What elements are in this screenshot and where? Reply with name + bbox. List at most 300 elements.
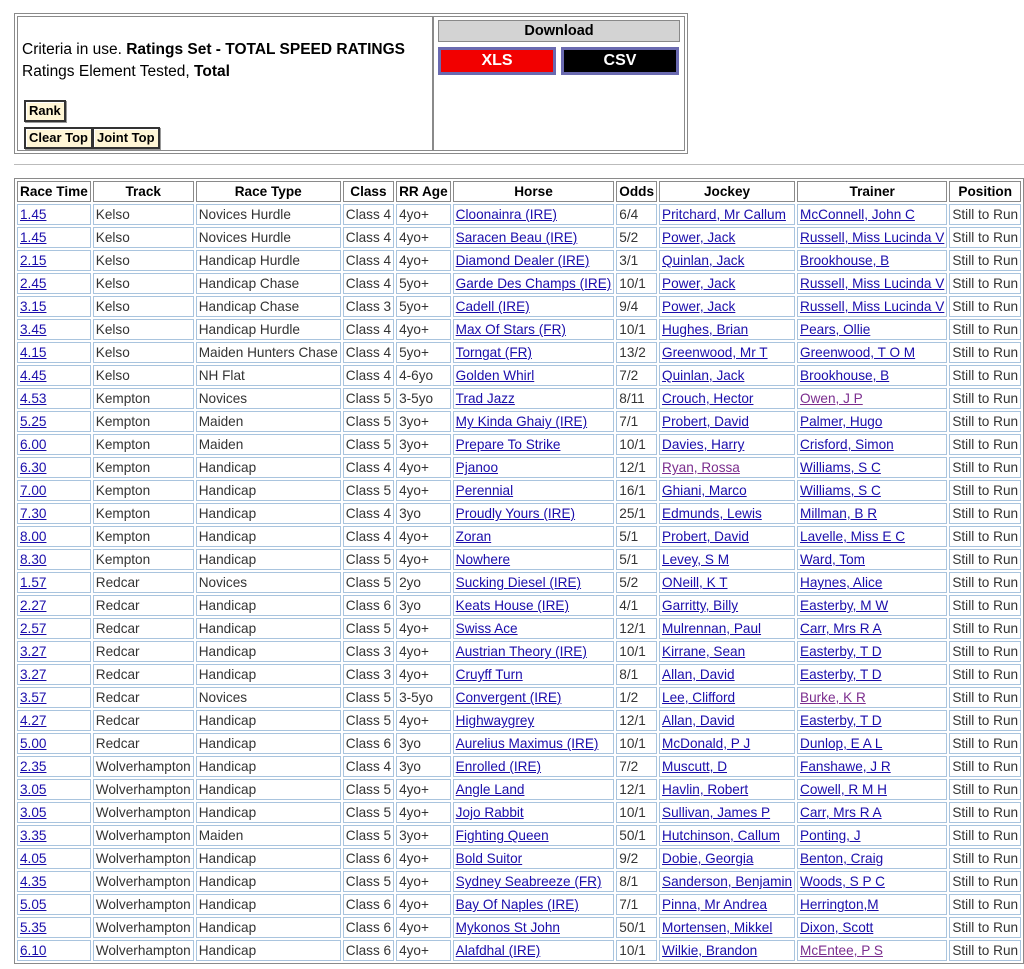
trainer-cell <box>797 733 947 754</box>
track-cell: Redcar <box>93 664 194 685</box>
class-cell: Class 6 <box>343 894 394 915</box>
class-cell: Class 5 <box>343 549 394 570</box>
table-row <box>17 710 1021 731</box>
race-time-link[interactable]: 3.57 <box>20 690 47 705</box>
trainer-link[interactable]: Fanshawe, J R <box>800 759 891 774</box>
class-cell: Class 4 <box>343 227 394 248</box>
race-time-link[interactable]: 4.35 <box>20 874 47 889</box>
horse-link[interactable]: Sucking Diesel (IRE) <box>455 575 582 590</box>
class-cell: Class 6 <box>343 917 394 938</box>
trainer-link[interactable]: Owen, J P <box>800 391 863 406</box>
horse-cell <box>453 641 615 662</box>
trainer-link[interactable]: McEntee, P S <box>800 943 883 958</box>
table-row <box>17 457 1021 478</box>
horse-link[interactable]: Angle Land <box>455 782 525 797</box>
age-cell: 5yo+ <box>396 342 451 363</box>
race-time-link[interactable]: 8.00 <box>20 529 47 544</box>
trainer-link[interactable]: McConnell, John C <box>800 207 915 222</box>
trainer-link[interactable]: Ward, Tom <box>800 552 865 567</box>
jockey-link[interactable]: Pritchard, Mr Callum <box>662 207 786 222</box>
trainer-link[interactable]: Cowell, R M H <box>800 782 887 797</box>
odds-cell: 10/1 <box>616 940 657 961</box>
time-cell <box>17 710 91 731</box>
class-cell: Class 5 <box>343 480 394 501</box>
table-row <box>17 687 1021 708</box>
track-cell: Redcar <box>93 641 194 662</box>
position-cell: Still to Run <box>949 411 1021 432</box>
race-type-cell: Handicap <box>196 848 341 869</box>
table-row <box>17 319 1021 340</box>
odds-cell: 8/11 <box>616 388 657 409</box>
header-race-time[interactable]: Race Time <box>17 181 91 202</box>
race-time-link[interactable]: 5.35 <box>20 920 47 935</box>
trainer-link[interactable]: Haynes, Alice <box>800 575 883 590</box>
jockey-cell <box>659 250 795 271</box>
position-cell: Still to Run <box>949 434 1021 455</box>
download-csv-button[interactable]: CSV <box>561 47 679 75</box>
horse-link[interactable]: Prepare To Strike <box>455 437 561 452</box>
odds-cell: 3/1 <box>616 250 657 271</box>
race-type-cell: Handicap <box>196 457 341 478</box>
horse-link[interactable]: Nowhere <box>455 552 511 567</box>
table-row <box>17 733 1021 754</box>
age-cell: 3-5yo <box>396 687 451 708</box>
header-race-type[interactable]: Race Type <box>196 181 341 202</box>
trainer-link[interactable]: Easterby, T D <box>800 713 882 728</box>
jockey-link[interactable]: Power, Jack <box>662 299 736 314</box>
trainer-link[interactable]: Dunlop, E A L <box>800 736 883 751</box>
trainer-link[interactable]: Carr, Mrs R A <box>800 805 882 820</box>
jockey-link[interactable]: Sanderson, Benjamin <box>662 874 793 889</box>
horse-link[interactable]: Trad Jazz <box>455 391 515 406</box>
time-cell <box>17 572 91 593</box>
horse-link[interactable]: Bold Suitor <box>455 851 523 866</box>
trainer-link[interactable]: Williams, S C <box>800 460 881 475</box>
header-rr-age[interactable]: RR Age <box>396 181 451 202</box>
jockey-link[interactable]: Probert, David <box>662 414 749 429</box>
table-row <box>17 572 1021 593</box>
jockey-link[interactable]: Crouch, Hector <box>662 391 754 406</box>
trainer-cell <box>797 618 947 639</box>
position-cell: Still to Run <box>949 480 1021 501</box>
horse-link[interactable]: Cadell (IRE) <box>455 299 530 314</box>
track-cell: Redcar <box>93 572 194 593</box>
table-row <box>17 227 1021 248</box>
track-cell: Kelso <box>93 296 194 317</box>
header-horse[interactable]: Horse <box>453 181 615 202</box>
race-type-cell: Handicap <box>196 917 341 938</box>
trainer-link[interactable]: Brookhouse, B <box>800 253 890 268</box>
trainer-link[interactable]: Herrington,M <box>800 897 879 912</box>
horse-cell <box>453 250 615 271</box>
horse-link[interactable]: Garde Des Champs (IRE) <box>455 276 612 291</box>
trainer-cell <box>797 664 947 685</box>
race-time-link[interactable]: 1.45 <box>20 207 47 222</box>
jockey-link[interactable]: Garritty, Billy <box>662 598 739 613</box>
horse-link[interactable]: Diamond Dealer (IRE) <box>455 253 590 268</box>
trainer-cell <box>797 802 947 823</box>
horse-link[interactable]: Austrian Theory (IRE) <box>455 644 587 659</box>
odds-cell: 9/2 <box>616 848 657 869</box>
race-time-link[interactable]: 3.05 <box>20 805 47 820</box>
odds-cell: 5/1 <box>616 526 657 547</box>
age-cell: 4yo+ <box>396 664 451 685</box>
position-cell: Still to Run <box>949 871 1021 892</box>
jockey-cell <box>659 549 795 570</box>
jockey-link[interactable]: Edmunds, Lewis <box>662 506 762 521</box>
table-row <box>17 618 1021 639</box>
jockey-link[interactable]: Kirrane, Sean <box>662 644 746 659</box>
jockey-cell <box>659 756 795 777</box>
age-cell: 3yo+ <box>396 825 451 846</box>
download-header: Download <box>438 20 680 42</box>
trainer-link[interactable]: Palmer, Hugo <box>800 414 883 429</box>
trainer-link[interactable]: Lavelle, Miss E C <box>800 529 906 544</box>
race-type-cell: Maiden <box>196 825 341 846</box>
jockey-cell <box>659 480 795 501</box>
track-cell: Kempton <box>93 434 194 455</box>
race-time-link[interactable]: 4.05 <box>20 851 47 866</box>
odds-cell: 8/1 <box>616 664 657 685</box>
trainer-link[interactable]: Easterby, M W <box>800 598 889 613</box>
jockey-cell <box>659 457 795 478</box>
horse-link[interactable]: Golden Whirl <box>455 368 535 383</box>
horse-link[interactable]: Alafdhal (IRE) <box>455 943 541 958</box>
horse-link[interactable]: Keats House (IRE) <box>455 598 569 613</box>
jockey-link[interactable]: Hughes, Brian <box>662 322 749 337</box>
race-time-link[interactable]: 2.57 <box>20 621 47 636</box>
track-cell: Redcar <box>93 733 194 754</box>
trainer-link[interactable]: Burke, K R <box>800 690 866 705</box>
jockey-cell <box>659 342 795 363</box>
horse-link[interactable]: Aurelius Maximus (IRE) <box>455 736 599 751</box>
jockey-link[interactable]: Power, Jack <box>662 276 736 291</box>
jockey-cell <box>659 204 795 225</box>
time-cell <box>17 894 91 915</box>
jockey-link[interactable]: Hutchinson, Callum <box>662 828 780 843</box>
trainer-cell <box>797 480 947 501</box>
race-time-link[interactable]: 8.30 <box>20 552 47 567</box>
horse-link[interactable]: Pjanoo <box>455 460 498 475</box>
odds-cell: 9/4 <box>616 296 657 317</box>
jockey-cell <box>659 388 795 409</box>
horse-link[interactable]: Sydney Seabreeze (FR) <box>455 874 602 889</box>
jockey-link[interactable]: Davies, Harry <box>662 437 745 452</box>
race-time-link[interactable]: 3.15 <box>20 299 47 314</box>
jockey-link[interactable]: ONeill, K T <box>662 575 728 590</box>
trainer-cell <box>797 227 947 248</box>
horse-link[interactable]: Bay Of Naples (IRE) <box>455 897 579 912</box>
horse-cell <box>453 503 615 524</box>
table-row <box>17 779 1021 800</box>
trainer-link[interactable]: Russell, Miss Lucinda V <box>800 230 945 245</box>
track-cell: Kelso <box>93 227 194 248</box>
results-body <box>17 204 1021 961</box>
download-panel <box>433 16 685 151</box>
class-cell: Class 6 <box>343 733 394 754</box>
race-time-link[interactable]: 2.27 <box>20 598 47 613</box>
jockey-link[interactable]: Allan, David <box>662 667 735 682</box>
horse-cell <box>453 894 615 915</box>
trainer-cell <box>797 825 947 846</box>
horse-link[interactable]: Zoran <box>455 529 492 544</box>
class-cell: Class 6 <box>343 940 394 961</box>
ratings-element-value: Total <box>194 63 230 80</box>
table-row <box>17 825 1021 846</box>
horse-link[interactable]: Proudly Yours (IRE) <box>455 506 576 521</box>
trainer-link[interactable]: Russell, Miss Lucinda V <box>800 276 945 291</box>
trainer-link[interactable]: Russell, Miss Lucinda V <box>800 299 945 314</box>
jockey-link[interactable]: Ghiani, Marco <box>662 483 747 498</box>
race-time-link[interactable]: 5.00 <box>20 736 47 751</box>
table-row <box>17 411 1021 432</box>
race-time-link[interactable]: 3.35 <box>20 828 47 843</box>
age-cell: 4yo+ <box>396 641 451 662</box>
position-cell: Still to Run <box>949 733 1021 754</box>
horse-cell <box>453 779 615 800</box>
table-header-row <box>17 181 1021 202</box>
header-jockey[interactable]: Jockey <box>659 181 795 202</box>
trainer-link[interactable]: Crisford, Simon <box>800 437 894 452</box>
jockey-link[interactable]: Levey, S M <box>662 552 730 567</box>
trainer-link[interactable]: Woods, S P C <box>800 874 885 889</box>
table-row <box>17 894 1021 915</box>
class-cell: Class 5 <box>343 779 394 800</box>
race-time-link[interactable]: 2.45 <box>20 276 47 291</box>
race-time-link[interactable]: 4.27 <box>20 713 47 728</box>
horse-link[interactable]: Enrolled (IRE) <box>455 759 542 774</box>
header-odds[interactable]: Odds <box>616 181 657 202</box>
time-cell <box>17 227 91 248</box>
jockey-link[interactable]: Probert, David <box>662 529 749 544</box>
jockey-link[interactable]: Havlin, Robert <box>662 782 749 797</box>
race-time-link[interactable]: 7.30 <box>20 506 47 521</box>
jockey-cell <box>659 894 795 915</box>
age-cell: 3yo <box>396 595 451 616</box>
horse-link[interactable]: Jojo Rabbit <box>455 805 524 820</box>
jockey-link[interactable]: Greenwood, Mr T <box>662 345 768 360</box>
position-cell: Still to Run <box>949 204 1021 225</box>
horse-link[interactable]: Saracen Beau (IRE) <box>455 230 578 245</box>
header-position[interactable]: Position <box>949 181 1021 202</box>
age-cell: 4yo+ <box>396 710 451 731</box>
race-time-link[interactable]: 3.27 <box>20 644 47 659</box>
header-trainer[interactable]: Trainer <box>797 181 947 202</box>
jockey-link[interactable]: Pinna, Mr Andrea <box>662 897 768 912</box>
divider <box>14 164 1024 165</box>
race-type-cell: Handicap <box>196 802 341 823</box>
race-type-cell: Maiden <box>196 411 341 432</box>
horse-link[interactable]: Fighting Queen <box>455 828 549 843</box>
position-cell: Still to Run <box>949 940 1021 961</box>
horse-link[interactable]: Mykonos St John <box>455 920 560 935</box>
joint-top-button[interactable]: Joint Top <box>92 127 160 149</box>
track-cell: Wolverhampton <box>93 917 194 938</box>
age-cell: 3yo <box>396 756 451 777</box>
race-time-link[interactable]: 5.05 <box>20 897 47 912</box>
time-cell <box>17 342 91 363</box>
horse-link[interactable]: Cruyff Turn <box>455 667 523 682</box>
table-row <box>17 365 1021 386</box>
table-row <box>17 802 1021 823</box>
jockey-link[interactable]: Muscutt, D <box>662 759 728 774</box>
track-cell: Kempton <box>93 526 194 547</box>
jockey-cell <box>659 848 795 869</box>
position-cell: Still to Run <box>949 227 1021 248</box>
race-type-cell: Novices Hurdle <box>196 227 341 248</box>
race-time-link[interactable]: 3.05 <box>20 782 47 797</box>
race-type-cell: Handicap <box>196 894 341 915</box>
jockey-cell <box>659 733 795 754</box>
race-time-link[interactable]: 2.15 <box>20 253 47 268</box>
horse-link[interactable]: My Kinda Ghaiy (IRE) <box>455 414 588 429</box>
rank-button[interactable]: Rank <box>24 100 66 122</box>
race-type-cell: Handicap <box>196 940 341 961</box>
trainer-link[interactable]: Easterby, T D <box>800 667 882 682</box>
age-cell: 4yo+ <box>396 204 451 225</box>
track-cell: Kelso <box>93 342 194 363</box>
time-cell <box>17 411 91 432</box>
trainer-link[interactable]: Easterby, T D <box>800 644 882 659</box>
odds-cell: 5/1 <box>616 549 657 570</box>
class-cell: Class 6 <box>343 848 394 869</box>
horse-link[interactable]: Cloonainra (IRE) <box>455 207 557 222</box>
race-type-cell: Handicap <box>196 618 341 639</box>
race-time-link[interactable]: 3.27 <box>20 667 47 682</box>
download-xls-button[interactable]: XLS <box>438 47 556 75</box>
race-time-link[interactable]: 4.53 <box>20 391 47 406</box>
race-type-cell: Novices <box>196 687 341 708</box>
jockey-cell <box>659 526 795 547</box>
horse-link[interactable]: Highwaygrey <box>455 713 535 728</box>
race-time-link[interactable]: 5.25 <box>20 414 47 429</box>
track-cell: Kelso <box>93 365 194 386</box>
track-cell: Kelso <box>93 273 194 294</box>
header-class[interactable]: Class <box>343 181 394 202</box>
odds-cell: 13/2 <box>616 342 657 363</box>
horse-cell <box>453 365 615 386</box>
horse-link[interactable]: Torngat (FR) <box>455 345 532 360</box>
race-time-link[interactable]: 6.10 <box>20 943 47 958</box>
horse-cell <box>453 411 615 432</box>
horse-cell <box>453 457 615 478</box>
race-time-link[interactable]: 1.45 <box>20 230 47 245</box>
horse-link[interactable]: Perennial <box>455 483 514 498</box>
race-type-cell: Handicap <box>196 710 341 731</box>
race-time-link[interactable]: 1.57 <box>20 575 47 590</box>
jockey-link[interactable]: Sullivan, James P <box>662 805 771 820</box>
track-cell: Kempton <box>93 457 194 478</box>
trainer-link[interactable]: Brookhouse, B <box>800 368 890 383</box>
class-cell: Class 3 <box>343 664 394 685</box>
track-cell: Kelso <box>93 319 194 340</box>
jockey-link[interactable]: Dobie, Georgia <box>662 851 754 866</box>
trainer-cell <box>797 756 947 777</box>
odds-cell: 50/1 <box>616 917 657 938</box>
race-time-link[interactable]: 4.15 <box>20 345 47 360</box>
age-cell: 4yo+ <box>396 618 451 639</box>
header-track[interactable]: Track <box>93 181 194 202</box>
race-type-cell: Handicap <box>196 779 341 800</box>
horse-cell <box>453 227 615 248</box>
class-cell: Class 5 <box>343 802 394 823</box>
age-cell: 4yo+ <box>396 549 451 570</box>
track-cell: Redcar <box>93 595 194 616</box>
position-cell: Still to Run <box>949 595 1021 616</box>
horse-cell <box>453 342 615 363</box>
trainer-cell <box>797 457 947 478</box>
trainer-cell <box>797 365 947 386</box>
table-row <box>17 204 1021 225</box>
race-time-link[interactable]: 3.45 <box>20 322 47 337</box>
results-table <box>14 178 1024 964</box>
jockey-cell <box>659 411 795 432</box>
class-cell: Class 5 <box>343 825 394 846</box>
trainer-link[interactable]: Carr, Mrs R A <box>800 621 882 636</box>
race-time-link[interactable]: 2.35 <box>20 759 47 774</box>
odds-cell: 7/1 <box>616 411 657 432</box>
horse-link[interactable]: Swiss Ace <box>455 621 518 636</box>
race-type-cell: Handicap <box>196 641 341 662</box>
horse-link[interactable]: Convergent (IRE) <box>455 690 562 705</box>
trainer-link[interactable]: Dixon, Scott <box>800 920 874 935</box>
time-cell <box>17 526 91 547</box>
jockey-link[interactable]: McDonald, P J <box>662 736 751 751</box>
odds-cell: 12/1 <box>616 779 657 800</box>
race-type-cell: Handicap <box>196 733 341 754</box>
table-row <box>17 641 1021 662</box>
jockey-link[interactable]: Quinlan, Jack <box>662 368 745 383</box>
position-cell: Still to Run <box>949 457 1021 478</box>
trainer-link[interactable]: Millman, B R <box>800 506 878 521</box>
horse-cell <box>453 296 615 317</box>
race-type-cell: Maiden <box>196 434 341 455</box>
race-time-link[interactable]: 7.00 <box>20 483 47 498</box>
jockey-link[interactable]: Power, Jack <box>662 230 736 245</box>
horse-link[interactable]: Max Of Stars (FR) <box>455 322 566 337</box>
jockey-link[interactable]: Wilkie, Brandon <box>662 943 758 958</box>
clear-top-button[interactable]: Clear Top <box>24 127 93 149</box>
track-cell: Wolverhampton <box>93 871 194 892</box>
class-cell: Class 4 <box>343 365 394 386</box>
race-type-cell: Handicap <box>196 526 341 547</box>
criteria-panel <box>14 13 688 154</box>
jockey-link[interactable]: Mortensen, Mikkel <box>662 920 773 935</box>
track-cell: Kempton <box>93 480 194 501</box>
age-cell: 4-6yo <box>396 365 451 386</box>
class-cell: Class 5 <box>343 434 394 455</box>
race-time-link[interactable]: 4.45 <box>20 368 47 383</box>
trainer-link[interactable]: Benton, Craig <box>800 851 884 866</box>
trainer-link[interactable]: Pears, Ollie <box>800 322 871 337</box>
jockey-link[interactable]: Ryan, Rossa <box>662 460 740 475</box>
criteria-text <box>22 39 405 83</box>
track-cell: Redcar <box>93 710 194 731</box>
jockey-link[interactable]: Lee, Clifford <box>662 690 736 705</box>
jockey-link[interactable]: Allan, David <box>662 713 735 728</box>
trainer-link[interactable]: Ponting, J <box>800 828 861 843</box>
jockey-link[interactable]: Quinlan, Jack <box>662 253 745 268</box>
trainer-link[interactable]: Greenwood, T O M <box>800 345 916 360</box>
race-time-link[interactable]: 6.00 <box>20 437 47 452</box>
horse-cell <box>453 825 615 846</box>
trainer-cell <box>797 342 947 363</box>
trainer-link[interactable]: Williams, S C <box>800 483 881 498</box>
position-cell: Still to Run <box>949 319 1021 340</box>
jockey-link[interactable]: Mulrennan, Paul <box>662 621 762 636</box>
track-cell: Wolverhampton <box>93 825 194 846</box>
race-time-link[interactable]: 6.30 <box>20 460 47 475</box>
